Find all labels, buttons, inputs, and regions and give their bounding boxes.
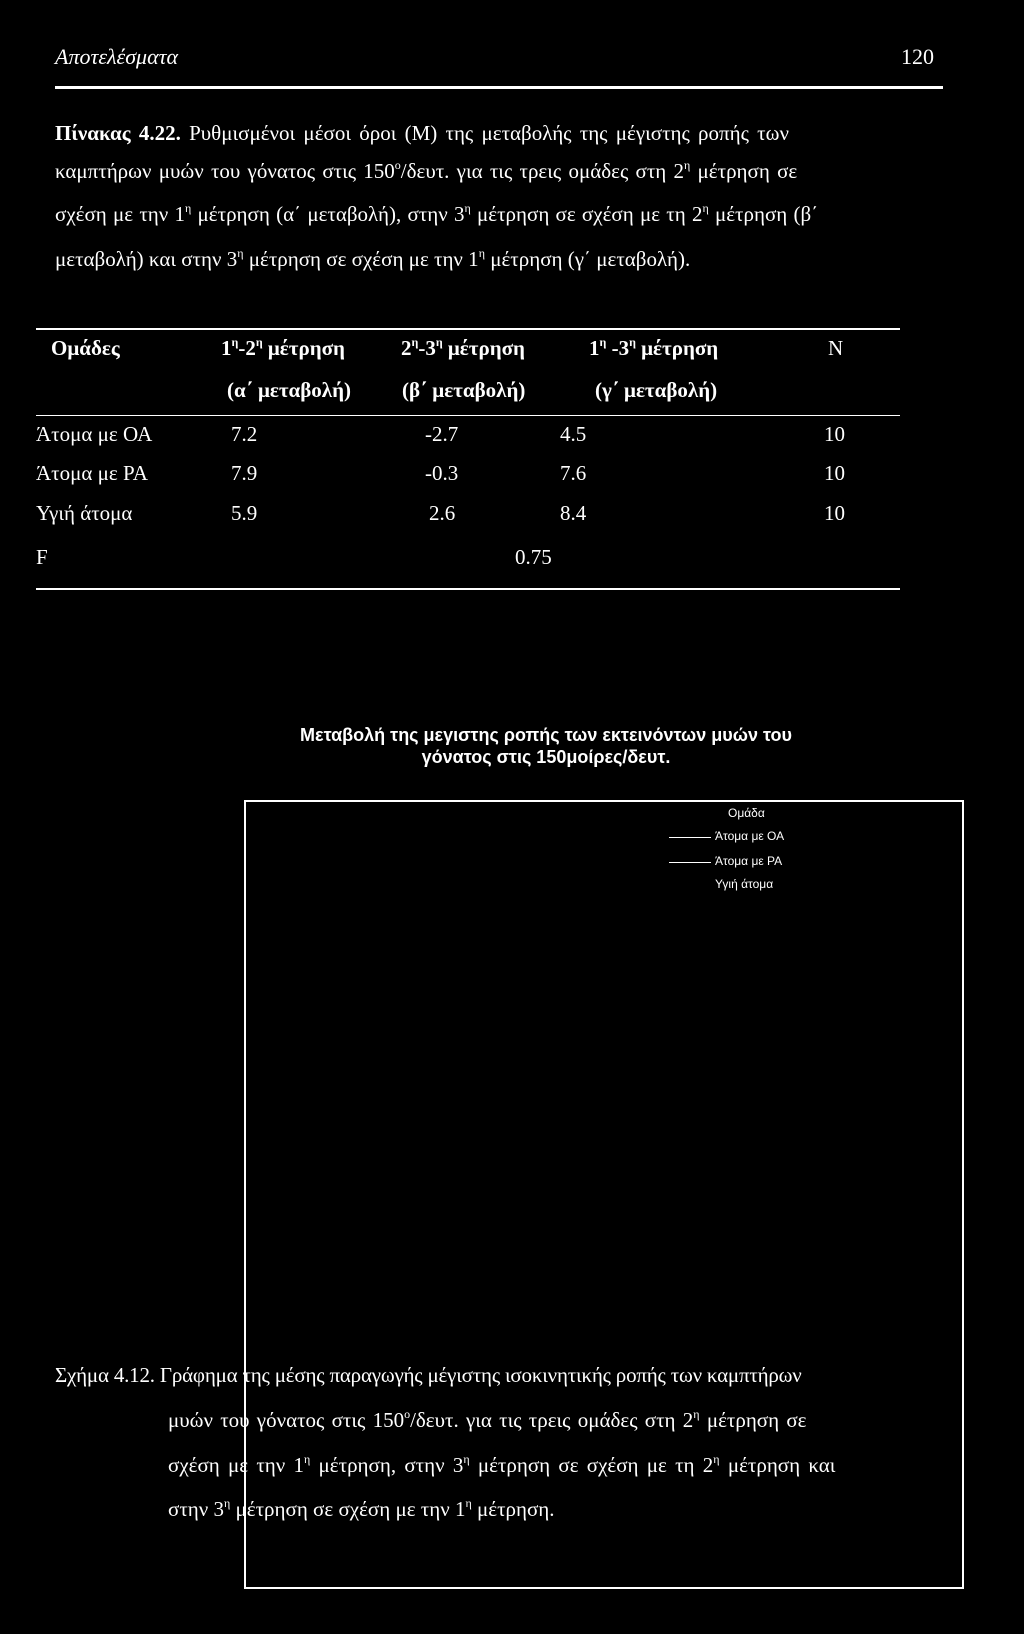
row-b: -0.3 bbox=[425, 461, 459, 485]
table-caption-line-4 bbox=[55, 244, 943, 274]
header-col-2-a: 2 bbox=[401, 336, 412, 360]
table-caption-label: Πίνακας 4.22. bbox=[55, 121, 181, 145]
figure-caption-text-4b: μέτρηση σε σχέση με την 1 bbox=[230, 1497, 466, 1521]
header-col-1-sub: (α΄ μεταβολή) bbox=[227, 378, 352, 402]
figure-caption-text-2c: μέτρηση σε bbox=[699, 1408, 807, 1432]
table-caption-text-4c: μέτρηση (γ΄ μεταβολή). bbox=[484, 247, 691, 271]
ordinal-sup: η bbox=[465, 1496, 472, 1510]
header-col-3-c: μέτρηση bbox=[635, 336, 719, 360]
row-a: 7.9 bbox=[231, 461, 258, 485]
ordinal-sup: η bbox=[702, 201, 709, 215]
figure-caption-text-4a: στην 3 bbox=[168, 1497, 224, 1521]
degree-sup: ο bbox=[394, 158, 401, 172]
legend-item-oa: Άτομα με ΟΑ bbox=[715, 829, 785, 843]
chart-title-line-2: γόνατος στις 150μοίρες/δευτ. bbox=[421, 747, 671, 767]
ordinal-sup: η bbox=[693, 1407, 700, 1421]
table-caption-text-3d: μέτρηση (β΄ bbox=[708, 202, 819, 226]
legend-item-healthy: Υγιή άτομα bbox=[715, 877, 774, 891]
table-caption-line-1 bbox=[55, 118, 943, 148]
row-a: 5.9 bbox=[231, 501, 258, 525]
figure-caption-text-3a: σχέση με την 1 bbox=[168, 1453, 305, 1477]
row-n: 10 bbox=[824, 461, 845, 485]
ordinal-sup: η bbox=[599, 335, 607, 349]
row-n: 10 bbox=[824, 501, 845, 525]
table-caption-text-2a: καμπτήρων μυών του γόνατος στις 150 bbox=[55, 159, 395, 183]
ordinal-sup: η bbox=[224, 1496, 231, 1510]
ordinal-sup: η bbox=[231, 335, 239, 349]
header-col-2 bbox=[401, 336, 525, 361]
table-caption-text-3a: σχέση με την 1 bbox=[55, 202, 186, 226]
ordinal-sup: η bbox=[684, 158, 691, 172]
ordinal-sup: η bbox=[435, 335, 443, 349]
figure-caption-line-2 bbox=[168, 1405, 807, 1435]
header-groups: Ομάδες bbox=[51, 336, 120, 360]
ordinal-sup: η bbox=[185, 201, 192, 215]
row-group: Άτομα με ΡΑ bbox=[36, 461, 148, 485]
header-col-3-b: -3 bbox=[606, 336, 630, 360]
ordinal-sup: η bbox=[304, 1452, 311, 1466]
table-header-rule bbox=[36, 415, 900, 416]
running-header-title: Αποτελέσματα bbox=[55, 44, 179, 69]
row-c: 8.4 bbox=[560, 501, 587, 525]
table-caption-text-1: Ρυθμισμένοι μέσοι όροι (Μ) της μεταβολής της μέγιστης ροπής των bbox=[189, 121, 789, 145]
ordinal-sup: η bbox=[464, 201, 471, 215]
ordinal-sup: η bbox=[463, 1452, 470, 1466]
f-value: 0.75 bbox=[515, 545, 552, 569]
header-col-3-sub: (γ΄ μεταβολή) bbox=[595, 378, 718, 402]
header-col-2-c: μέτρηση bbox=[442, 336, 525, 360]
figure-caption-text-4c: μέτρηση. bbox=[471, 1497, 555, 1521]
table-caption-text-3b: μέτρηση (α΄ μεταβολή), στην 3 bbox=[191, 202, 465, 226]
figure-caption-text-2a: μυών του γόνατος στις 150 bbox=[168, 1408, 405, 1432]
figure-caption-text-2b: /δευτ. για τις τρεις ομάδες στη 2 bbox=[410, 1408, 694, 1432]
ordinal-sup: η bbox=[713, 1452, 720, 1466]
row-b: 2.6 bbox=[429, 501, 456, 525]
ordinal-sup: η bbox=[629, 335, 636, 349]
degree-sup: ο bbox=[404, 1407, 411, 1421]
legend-line-oa bbox=[669, 837, 711, 838]
table-caption-text-2b: /δευτ. για τις τρεις ομάδες στη 2 bbox=[400, 159, 685, 183]
row-c: 7.6 bbox=[560, 461, 587, 485]
header-col-1-a: 1 bbox=[221, 336, 232, 360]
legend-title: Ομάδα bbox=[728, 806, 765, 820]
table-caption-text-2c: μέτρηση σε bbox=[690, 159, 798, 183]
table-caption-line-3 bbox=[55, 199, 943, 229]
header-col-1 bbox=[221, 336, 345, 361]
header-col-1-b: -2 bbox=[238, 336, 256, 360]
ordinal-sup: η bbox=[411, 335, 419, 349]
row-a: 7.2 bbox=[231, 422, 258, 446]
figure-caption-line-3 bbox=[168, 1450, 835, 1480]
table-top-rule bbox=[36, 328, 900, 330]
table-caption-line-2 bbox=[55, 156, 943, 186]
header-col-3-a: 1 bbox=[589, 336, 600, 360]
row-group: Άτομα με ΟΑ bbox=[36, 422, 153, 446]
f-label: F bbox=[36, 545, 48, 569]
table-caption-text-4a: μεταβολή) και στην 3 bbox=[55, 247, 238, 271]
row-group: Υγιή άτομα bbox=[36, 501, 133, 525]
figure-caption-text-3b: μέτρηση, στην 3 bbox=[310, 1453, 464, 1477]
ordinal-sup: η bbox=[237, 246, 244, 260]
legend-item-ra: Άτομα με ΡΑ bbox=[715, 854, 783, 868]
page-number: 120 bbox=[901, 44, 934, 69]
header-n: N bbox=[828, 336, 844, 360]
header-col-3 bbox=[589, 336, 718, 361]
row-c: 4.5 bbox=[560, 422, 587, 446]
figure-caption-line-1: Σχήμα 4.12. Γράφημα της μέσης παραγωγής μέγιστης ισοκινητικής ροπής των καμπτήρων bbox=[55, 1363, 802, 1387]
figure-caption-text-3d: μέτρηση και bbox=[719, 1453, 836, 1477]
table-caption-text-3c: μέτρηση σε σχέση με τη 2 bbox=[470, 202, 703, 226]
figure-caption-line-4 bbox=[168, 1494, 555, 1524]
header-col-2-sub: (β΄ μεταβολή) bbox=[402, 378, 526, 402]
header-col-1-c: μέτρηση bbox=[262, 336, 345, 360]
table-caption-text-4b: μέτρηση σε σχέση με την 1 bbox=[243, 247, 479, 271]
table-bottom-rule bbox=[36, 588, 900, 590]
row-b: -2.7 bbox=[425, 422, 459, 446]
header-rule bbox=[55, 86, 943, 89]
legend-line-ra bbox=[669, 862, 711, 863]
row-n: 10 bbox=[824, 422, 845, 446]
ordinal-sup: η bbox=[255, 335, 263, 349]
chart-title-line-1: Μεταβολή της μεγιστης ροπής των εκτεινόντων μυών του bbox=[300, 725, 792, 745]
header-col-2-b: -3 bbox=[418, 336, 436, 360]
figure-caption-text-3c: μέτρηση σε σχέση με τη 2 bbox=[469, 1453, 714, 1477]
ordinal-sup: η bbox=[478, 246, 485, 260]
